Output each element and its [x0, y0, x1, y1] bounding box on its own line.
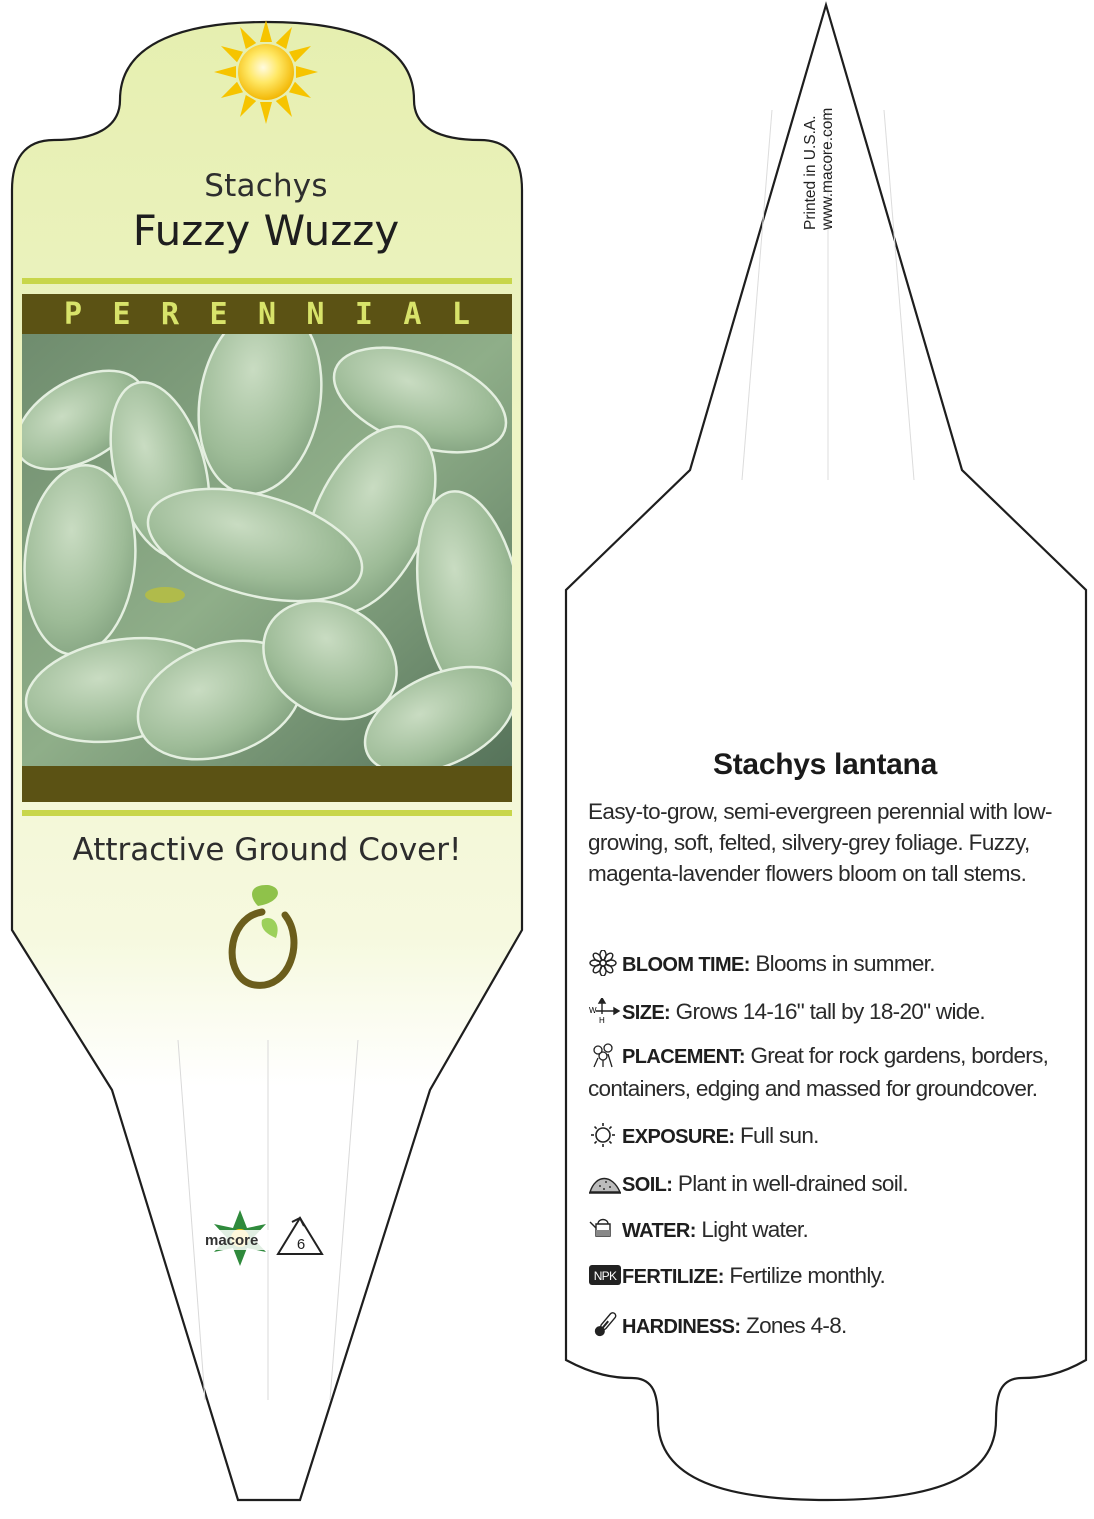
watering-can-icon [588, 1216, 622, 1242]
category-letter: N [257, 296, 276, 332]
svg-text:H: H [599, 1016, 605, 1024]
care-value: Light water. [695, 1217, 809, 1242]
accent-line-top [22, 278, 512, 284]
plant-photo [0, 296, 538, 795]
category-letter: P [64, 296, 83, 332]
website-text: www.macore.com [819, 107, 836, 230]
care-value: Plant in well-drained soil. [672, 1171, 908, 1196]
accent-line-bottom [22, 810, 512, 816]
care-label: PLACEMENT: [622, 1046, 745, 1068]
care-label: HARDINESS: [622, 1316, 741, 1338]
category-letter: N [306, 296, 325, 332]
care-label: SOIL: [622, 1174, 673, 1196]
soil-mound-icon [588, 1170, 622, 1196]
svg-text:W: W [589, 1006, 596, 1015]
category-letter: E [112, 296, 131, 332]
care-value: Full sun. [734, 1123, 819, 1148]
brand-name: macore [205, 1232, 259, 1249]
flower-icon [588, 950, 622, 976]
recycle-code: 6 [296, 1236, 306, 1253]
front-cultivar-name: Fuzzy Wuzzy [132, 206, 400, 255]
sun-outline-icon [588, 1122, 622, 1148]
care-value: Zones 4-8. [740, 1313, 847, 1338]
care-row [588, 1040, 1064, 1104]
care-value: Grows 14-16" tall by 18-20" wide. [670, 999, 985, 1024]
flowers-group-icon [588, 1042, 622, 1068]
category-letter: E [209, 296, 228, 332]
category-label [22, 294, 512, 334]
care-label: BLOOM TIME: [622, 954, 750, 976]
photo-bottom-band [22, 766, 512, 802]
plant-description: Easy-to-grow, semi-evergreen perennial with low-growing, soft, felted, silvery-grey foliage. Fuzzy, magenta-lavender flowers bloom on tall stems. [588, 799, 1052, 886]
category-letter: R [160, 296, 180, 332]
care-row [588, 1120, 1064, 1153]
care-value: Blooms in summer. [749, 951, 935, 976]
care-row [588, 1260, 1064, 1293]
botanical-title: Stachys lantana [713, 748, 937, 781]
care-label: FERTILIZE: [622, 1266, 724, 1288]
printed-in-text: Printed in U.S.A. [802, 115, 819, 230]
care-label: EXPOSURE: [622, 1126, 735, 1148]
npk-icon [588, 1262, 622, 1288]
care-row [588, 948, 1064, 981]
care-label: SIZE: [622, 1002, 671, 1024]
care-label: WATER: [622, 1220, 696, 1242]
care-row [588, 996, 1064, 1029]
care-value: Great for rock gardens, borders, containers, edging and massed for groundcover. [588, 1043, 1049, 1101]
care-row [588, 1168, 1064, 1201]
printed-credit [802, 60, 838, 230]
care-row [588, 1310, 1064, 1343]
category-letter: L [451, 296, 470, 332]
front-species-name: Stachys [204, 168, 328, 204]
svg-text:NPK: NPK [593, 1269, 617, 1283]
thermometer-icon [588, 1312, 622, 1338]
category-letter: I [354, 296, 373, 332]
category-letter: A [403, 296, 422, 332]
size-arrows-icon [588, 998, 622, 1024]
care-value: Fertilize monthly. [723, 1263, 886, 1288]
care-row [588, 1214, 1064, 1247]
tagline: Attractive Ground Cover! [72, 832, 462, 868]
